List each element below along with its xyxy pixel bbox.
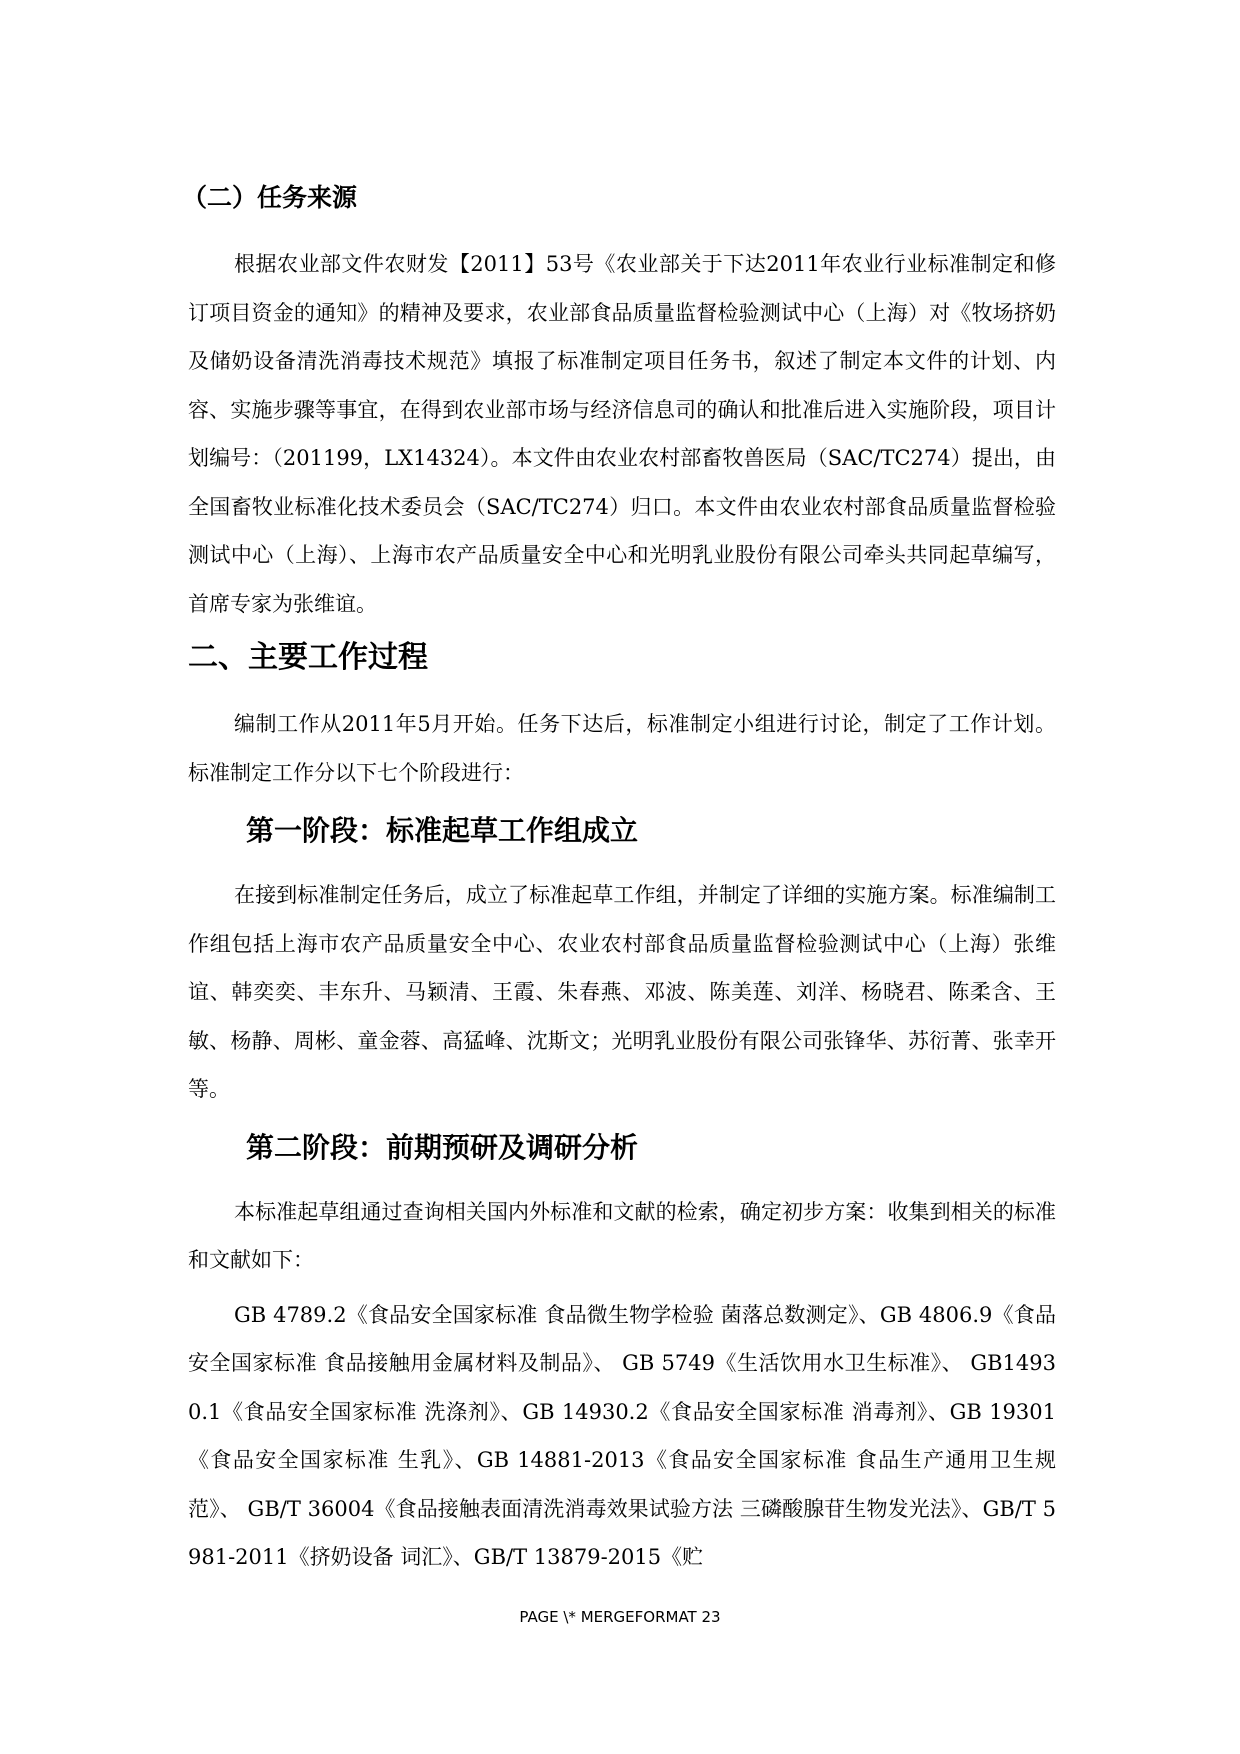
heading-stage-one: 第一阶段：标准起草工作组成立 bbox=[246, 814, 639, 847]
document-body bbox=[182, 178, 1056, 1588]
paragraph-stage-two-intro: 本标准起草组通过查询相关国内外标准和文献的检索，确定初步方案：收集到相关的标准和文献如下： bbox=[188, 1199, 1056, 1272]
paragraph-stage-two-standards: GB 4789.2《食品安全国家标准 食品微生物学检验 菌落总数测定》、GB 4806.9《食品安全国家标准 食品接触用金属材料及制品》、 GB 5749《生活饮用水卫生标准》、 GB14930.1《食品安全国家标准 洗涤剂》、GB 14930.2《食品安全国家标准 消毒剂》、GB 19301《食品安全国家标准 生乳》、GB 14881-2013《食品安全国家标准 食品生产通用卫生规范》、 GB/T 36004《食品接触表面清洗消毒效果试验方法 三磷酸腺苷生物发光法》、GB/T 5981-2011《挤奶设备 词汇》、GB/T 13879-2015《贮 bbox=[188, 1302, 1056, 1569]
heading-work-process: 二、主要工作过程 bbox=[188, 640, 428, 675]
paragraph-stage-one: 在接到标准制定任务后，成立了标准起草工作组，并制定了详细的实施方案。标准编制工作组包括上海市农产品质量安全中心、农业农村部食品质量监督检验测试中心（上海）张维谊、韩奕奕、丰东升、马颖清、王霞、朱春燕、邓波、陈美莲、刘洋、杨晓君、陈柔含、王敏、杨静、周彬、童金蓉、高猛峰、沈斯文；光明乳业股份有限公司张锋华、苏衍菁、张幸开等。 bbox=[188, 883, 1056, 1101]
heading-stage-two: 第二阶段：前期预研及调研分析 bbox=[246, 1130, 639, 1164]
page-footer: PAGE \* MERGEFORMAT 23 bbox=[519, 1608, 721, 1626]
paragraph-work-process-intro: 编制工作从2011年5月开始。任务下达后，标准制定小组进行讨论，制定了工作计划。标准制定工作分以下七个阶段进行： bbox=[188, 712, 1056, 785]
heading-task-source: （二）任务来源 bbox=[182, 183, 358, 212]
paragraph-task-source: 根据农业部文件农财发【2011】53号《农业部关于下达2011年农业行业标准制定和修订项目资金的通知》的精神及要求，农业部食品质量监督检验测试中心（上海）对《牧场挤奶及储奶设备清洗消毒技术规范》填报了标准制定项目任务书，叙述了制定本文件的计划、内容、实施步骤等事宜，在得到农业部市场与经济信息司的确认和批准后进入实施阶段，项目计划编号：（201199，LX14324）。本文件由农业农村部畜牧兽医局（SAC/TC274）提出，由全国畜牧业标准化技术委员会（SAC/TC274）归口。本文件由农业农村部食品质量监督检验测试中心（上海）、上海市农产品质量安全中心和光明乳业股份有限公司牵头共同起草编写，首席专家为张维谊。 bbox=[188, 252, 1056, 616]
